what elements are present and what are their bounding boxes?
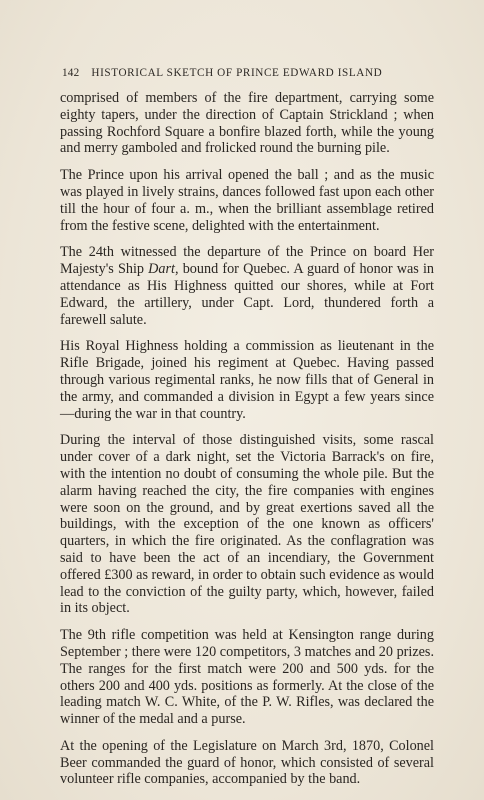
page-number: 142 [62,67,80,79]
paragraph-prince-departure-text-before: The 24th witnessed the departure of the Prince on board Her Majesty's Ship [60,244,434,278]
paragraph-ball: The Prince upon his arrival opened the ball ; and as the music was played in lively strains, dances followed fast upon each other till the hour of four a. m., when the brilliant assemblage retired from the festive scene, delighted with the entertainment. [60,167,434,234]
paragraph-rifle-brigade: His Royal Highness holding a commission as lieutenant in the Rifle Brigade, joined his regiment at Quebec. Having passed through various regimental ranks, he now fills that of General in the army, and commanded a division in Egypt a few years since—during the war in that country. [60,338,434,422]
paragraph-barracks-fire: During the interval of those distinguished visits, some rascal under cover of a dark night, set the Victoria Barrack's on fire, with the intention no doubt of consuming the whole pile. But the alarm having reached the city, the fire companies with engines were soon on the ground, and by great exertions saved all the buildings, with the exception of the one known as officers' quarters, in which the fire originated. As the conflagration was said to have been the act of an incendiary, the Government offered £300 as reward, in order to obtain such evidence as would lead to the conviction of the guilty party, which, however, failed in its object. [60,432,435,617]
ship-name: Dart [148,261,175,278]
paragraph-fire-department-procession: comprised of members of the fire department, carrying some eighty tapers, under the direction of Captain Strickland ; when passing Rochford Square a bonfire blazed forth, while the young and merry gamboled and frolicked round the burning pile. [60,90,434,157]
page-body [60,90,434,798]
paragraph-rifle-competition: The 9th rifle competition was held at Kensington range during September ; there were 120 competitors, 3 matches and 20 prizes. The ranges for the first match were 200 and 500 yds. for the others 200 and 400 yds. positions as formerly. At the close of the leading match W. C. White, of the P. W. Rifles, was declared the winner of the medal and a purse. [60,627,434,728]
paragraph-prince-departure [60,244,434,328]
running-title: HISTORICAL SKETCH OF PRINCE EDWARD ISLAND [91,67,383,79]
paragraph-legislature-opening: At the opening of the Legislature on March 3rd, 1870, Colonel Beer commanded the guard of honor, which consisted of several volunteer rifle companies, accompanied by the band. [60,737,434,788]
paragraph-prince-departure-text-after: , bound for Quebec. A guard of honor was in attendance as His Highness quitted our shores, while at Fort Edward, the artillery, under Capt. Lord, thundered forth a farewell salute. [60,261,434,328]
running-header [62,67,442,79]
